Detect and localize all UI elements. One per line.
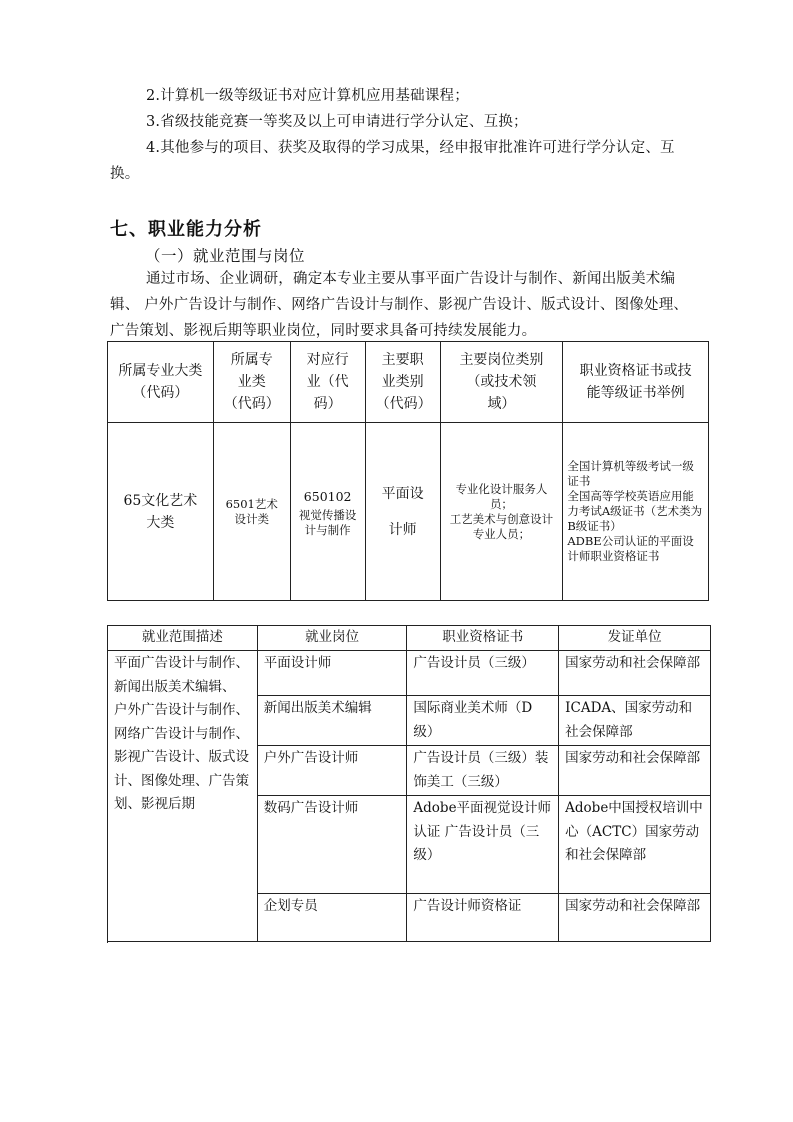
table-cell: 国际商业美术师（D级） bbox=[407, 696, 559, 746]
position-item: 工艺美术与创意设计专业人员； bbox=[449, 511, 554, 541]
table-header-cell: 职业资格证书 bbox=[407, 626, 559, 651]
subsection-title: （一）就业范围与岗位 bbox=[145, 247, 306, 265]
table-header-cell: 对应行业（代码） bbox=[290, 342, 365, 423]
table-cell: 广告设计员（三级） bbox=[407, 651, 559, 696]
table-cell: 户外广告设计师 bbox=[257, 746, 407, 796]
list-item: 4.其他参与的项目、获奖及取得的学习成果，经申报审批准许可进行学分认定、互换。 bbox=[110, 140, 675, 182]
table-cell: 国家劳动和社会保障部 bbox=[559, 894, 711, 942]
table-cell: 企划专员 bbox=[257, 894, 407, 942]
list-item: 2.计算机一级等级证书对应计算机应用基础课程； bbox=[146, 88, 469, 104]
table-cell: 平面设计师 bbox=[365, 423, 440, 601]
position-item: 专业化设计服务人员； bbox=[455, 481, 548, 511]
section-title: 七、职业能力分析 bbox=[110, 219, 262, 240]
table-cell: 平面设计师 bbox=[257, 651, 407, 696]
table-header-cell: 所属专业大类（代码） bbox=[108, 342, 214, 423]
industry-name: 视觉传播设计与制作 bbox=[298, 507, 357, 537]
occupation-table bbox=[107, 341, 709, 601]
table-cell: 新闻出版美术编辑 bbox=[257, 696, 407, 746]
employment-table bbox=[107, 625, 711, 942]
table-row bbox=[108, 423, 709, 601]
industry-code: 650102 bbox=[303, 488, 352, 504]
table-cell bbox=[563, 423, 709, 601]
certificate-item: ADBE公司认证的平面设计师职业资格证书 bbox=[567, 534, 694, 563]
table-cell bbox=[440, 423, 563, 601]
table-cell: Adobe平面视觉设计师认证 广告设计员（三级） bbox=[407, 796, 559, 894]
table-cell: 国家劳动和社会保障部 bbox=[559, 746, 711, 796]
table-header-cell: 发证单位 bbox=[559, 626, 711, 651]
scope-description: 平面广告设计与制作、新闻出版美术编辑、 户外广告设计与制作、网络广告设计与制作、影视广告设计、版式设计、图像处理、广告策划、影视后期 bbox=[108, 651, 258, 942]
intro-paragraph: 通过市场、企业调研，确定本专业主要从事平面广告设计与制作、新闻出版美术编辑、 户外广告设计与制作、网络广告设计与制作、影视广告设计、版式设计、图像处理、广告策划、影视后期等职业岗位，同时要求具备可持续发展能力。 bbox=[110, 271, 689, 339]
table-cell bbox=[290, 423, 365, 601]
table-cell: 广告设计师资格证 bbox=[407, 894, 559, 942]
table-cell: 6501艺术设计类 bbox=[213, 423, 290, 601]
table-header-cell: 就业范围描述 bbox=[108, 626, 258, 651]
table-header-row bbox=[108, 626, 711, 651]
table-cell: Adobe中国授权培训中心（ACTC）国家劳动和社会保障部 bbox=[559, 796, 711, 894]
table-header-cell: 所属专业类（代码） bbox=[213, 342, 290, 423]
table-cell: 65文化艺术大类 bbox=[108, 423, 214, 601]
table-header-cell: 主要职业类别（代码） bbox=[365, 342, 440, 423]
table-header-cell: 职业资格证书或技能等级证书举例 bbox=[563, 342, 709, 423]
credit-rules-list bbox=[110, 83, 700, 187]
table-cell: 国家劳动和社会保障部 bbox=[559, 651, 711, 696]
table-header-cell: 主要岗位类别（或技术领域） bbox=[440, 342, 563, 423]
table-cell: ICADA、国家劳动和社会保障部 bbox=[559, 696, 711, 746]
certificate-item: 全国高等学校英语应用能力考试A级证书（艺术类为B级证书） bbox=[567, 489, 703, 533]
table-header-row bbox=[108, 342, 709, 423]
table-cell: 数码广告设计师 bbox=[257, 796, 407, 894]
certificate-item: 全国计算机等级考试一级证书 bbox=[567, 459, 694, 488]
table-header-cell: 就业岗位 bbox=[257, 626, 407, 651]
table-cell: 广告设计员（三级）装饰美工（三级） bbox=[407, 746, 559, 796]
table-row bbox=[108, 651, 711, 696]
list-item: 3.省级技能竞赛一等奖及以上可申请进行学分认定、互换； bbox=[146, 114, 528, 130]
